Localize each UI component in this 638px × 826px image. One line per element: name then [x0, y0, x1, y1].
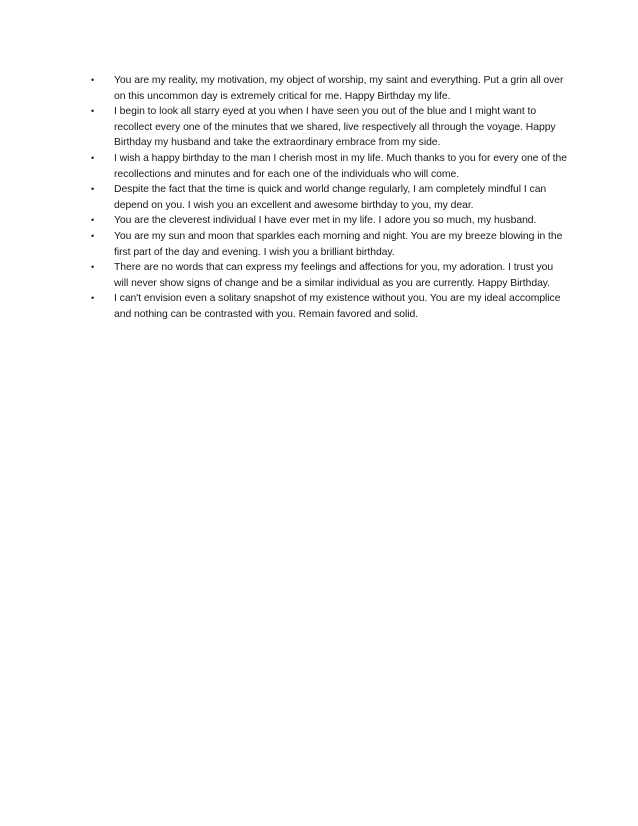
list-item-text: You are my sun and moon that sparkles each morning and night. You are my breeze blowing in the first part of the day and evening. I wish you a brilliant birthday. — [114, 230, 563, 258]
list-item — [90, 229, 568, 260]
list-item-text: I can't envision even a solitary snapshot of my existence without you. You are my ideal accomplice and nothing can be contrasted with you. Remain favored and solid. — [114, 293, 561, 320]
list-item-text: You are my reality, my motivation, my object of worship, my saint and everything. Put a grin all over on this uncommon day is extremely critical for me. Happy Birthday my life. — [114, 75, 564, 102]
list-item — [90, 291, 568, 322]
list-item — [90, 213, 568, 229]
list-item-text: I wish a happy birthday to the man I cherish most in my life. Much thanks to you for every one of the recollections and minutes and for each one of the individuals who will come. — [114, 152, 567, 180]
bullet-icon: • — [91, 262, 95, 273]
bullet-icon: • — [91, 230, 95, 241]
list-item — [90, 151, 568, 182]
list-item — [90, 182, 568, 213]
list-item-text: Despite the fact that the time is quick and world change regularly, I am completely mindful I can depend on you. I wish you an excellent and awesome birthday to you, my dear. — [114, 184, 547, 211]
bullet-icon: • — [91, 293, 95, 304]
list-item-text: You are the cleverest individual I have ever met in my life. I adore you so much, my husband. — [114, 215, 537, 227]
list-item — [90, 260, 568, 291]
birthday-wishes-list — [90, 73, 568, 323]
bullet-icon: • — [91, 152, 95, 163]
bullet-icon: • — [91, 215, 95, 226]
list-item — [90, 104, 568, 151]
bullet-icon: • — [91, 75, 95, 85]
list-item-text: There are no words that can express my feelings and affections for you, my adoration. I trust you will never show signs of change and be a similar individual as you are currently. Happy Birthday. — [114, 262, 554, 289]
bullet-icon: • — [91, 106, 95, 117]
list-item-text: I begin to look all starry eyed at you when I have seen you out of the blue and I might want to recollect every one of the minutes that we shared, live respectively all through the voyage. Happy Birthday my husband and take the extraordinary embrace from my side. — [114, 106, 556, 149]
list-item — [90, 73, 568, 104]
bullet-icon: • — [91, 184, 95, 195]
